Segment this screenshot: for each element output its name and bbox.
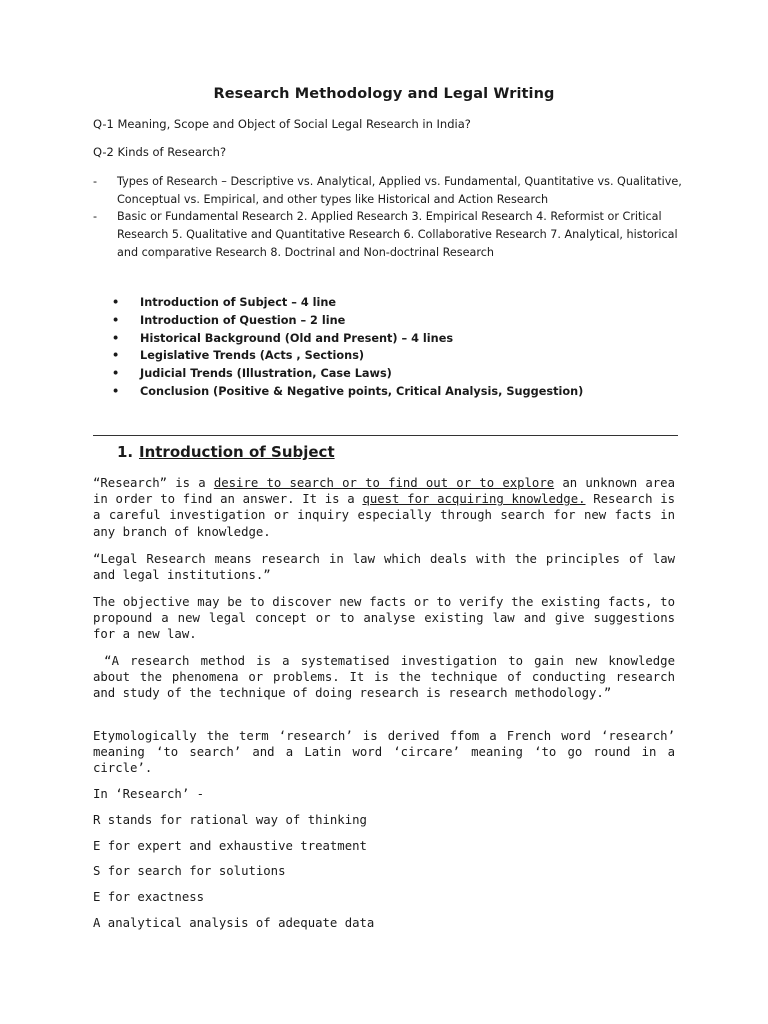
list-item-text: Basic or Fundamental Research 2. Applied Research 3. Empirical Research 4. Reformist or Critical Research 5. Qualitative and Quantitative Research 6. Collaborative Research 7. Analytical, historical and comparative Research 8. Doctrinal and Non-doctrinal Research bbox=[117, 210, 678, 259]
bullet-icon: • bbox=[112, 331, 120, 345]
list-item-text: Judicial Trends (Illustration, Case Laws) bbox=[140, 367, 392, 381]
section-heading-text: Introduction of Subject bbox=[139, 443, 335, 461]
text-run: Research is a careful investigation or inquiry especially through search for new facts in any branch of knowledge. bbox=[93, 492, 676, 539]
list-item-text: Types of Research – Descriptive vs. Analytical, Applied vs. Fundamental, Quantitative vs. Qualitative, Conceptual vs. Empirical, and other types like Historical and Action Research bbox=[117, 175, 682, 206]
text-run: “Research” is a bbox=[93, 476, 214, 490]
bullet-icon: • bbox=[112, 384, 120, 398]
section-heading bbox=[117, 443, 335, 461]
horizontal-divider bbox=[93, 435, 678, 436]
research-types-list bbox=[93, 173, 693, 262]
document-title: Research Methodology and Legal Writing bbox=[213, 86, 555, 102]
paragraph-objective: The objective may be to discover new facts or to verify the existing facts, to propound a new legal concept or to analyse existing law and give suggestions for a new law. bbox=[93, 595, 675, 642]
bullet-icon: • bbox=[112, 367, 120, 381]
acronym-line: E for expert and exhaustive treatment bbox=[93, 839, 367, 853]
underlined-phrase: quest for acquiring knowledge. bbox=[362, 492, 586, 507]
acronym-intro: In ‘Research’ - bbox=[93, 787, 205, 801]
paragraph-legal-research: “Legal Research means research in law which deals with the principles of law and legal institutions.” bbox=[93, 552, 675, 583]
list-item bbox=[93, 173, 693, 208]
bullet-icon: • bbox=[112, 313, 120, 327]
section-number: 1. bbox=[117, 443, 134, 461]
list-item-text: Introduction of Question – 2 line bbox=[140, 313, 346, 327]
list-item-text: Legislative Trends (Acts , Sections) bbox=[140, 349, 365, 363]
dash-marker: - bbox=[93, 175, 98, 188]
list-item bbox=[112, 294, 692, 312]
list-item bbox=[112, 365, 692, 383]
bullet-icon: • bbox=[112, 296, 120, 309]
acronym-line: E for exactness bbox=[93, 890, 205, 904]
list-item bbox=[112, 330, 692, 348]
list-item-text: Introduction of Subject – 4 line bbox=[140, 296, 337, 309]
list-item bbox=[112, 383, 692, 401]
paragraph-research-method: “A research method is a systematised investigation to gain new knowledge about the phenomena or problems. It is the technique of conducting research and study of the technique of doing research is research methodology.” bbox=[93, 654, 675, 701]
bullet-icon: • bbox=[112, 349, 120, 363]
list-item bbox=[112, 312, 692, 330]
text-run: an unknown area in order to find an answer. It is a bbox=[93, 476, 675, 507]
acronym-line: R stands for rational way of thinking bbox=[93, 813, 367, 827]
list-item-text: Historical Background (Old and Present) – 4 lines bbox=[140, 331, 454, 345]
question-1: Q-1 Meaning, Scope and Object of Social Legal Research in India? bbox=[93, 117, 471, 131]
list-item-text: Conclusion (Positive & Negative points, Critical Analysis, Suggestion) bbox=[140, 384, 584, 398]
paragraph-research-definition bbox=[93, 475, 675, 540]
underlined-phrase: desire to search or to find out or to explore bbox=[213, 476, 555, 490]
question-2: Q-2 Kinds of Research? bbox=[93, 145, 227, 159]
dash-marker: - bbox=[93, 210, 98, 224]
list-item bbox=[93, 208, 693, 261]
acronym-line: S for search for solutions bbox=[93, 864, 286, 878]
list-item bbox=[112, 347, 692, 365]
acronym-line: A analytical analysis of adequate data bbox=[93, 916, 375, 930]
paragraph-etymology: Etymologically the term ‘research’ is derived ffom a French word ‘research’ meaning ‘to search’ and a Latin word ‘circare’ meaning ‘to go round in a circle’. bbox=[93, 729, 675, 776]
answer-outline-list bbox=[112, 294, 692, 401]
